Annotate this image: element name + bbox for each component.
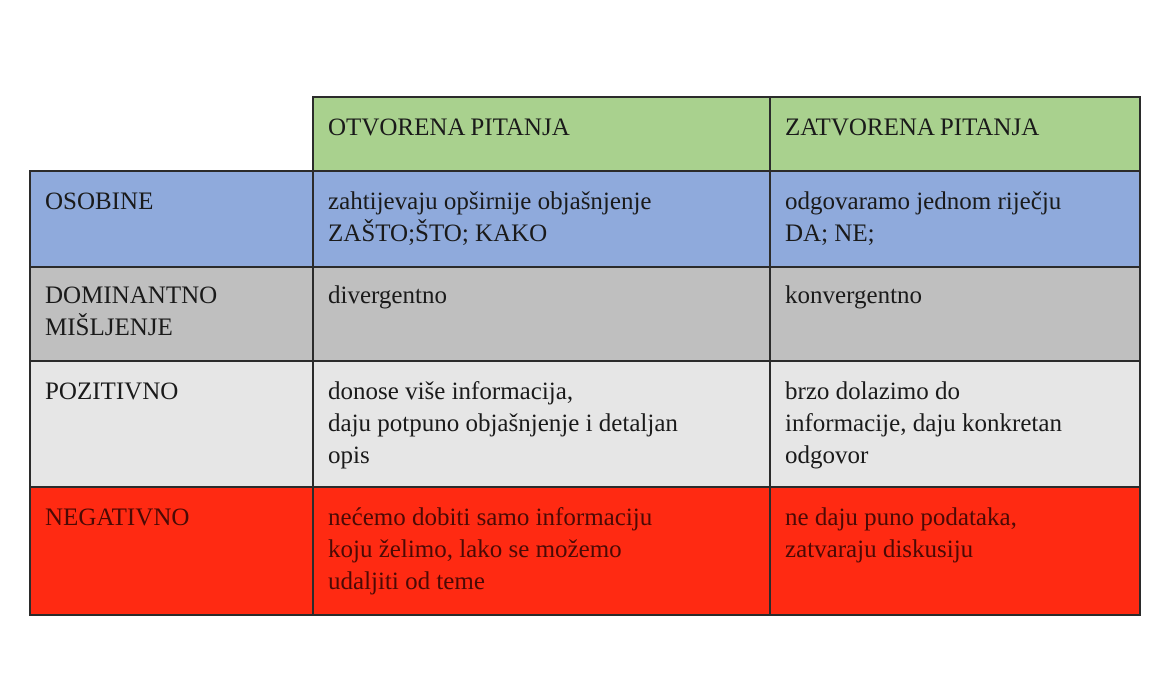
cell-dominantno-open: divergentno (313, 267, 770, 361)
cell-pozitivno-open: donose više informacija, daju potpuno objašnjenje i detaljan opis (313, 361, 770, 487)
corner-cell (30, 97, 313, 171)
header-open-questions: OTVORENA PITANJA (313, 97, 770, 171)
header-closed-questions: ZATVORENA PITANJA (770, 97, 1140, 171)
comparison-table (29, 96, 1141, 616)
row-label-dominantno: DOMINANTNO MIŠLJENJE (30, 267, 313, 361)
cell-dominantno-closed: konvergentno (770, 267, 1140, 361)
cell-pozitivno-closed: brzo dolazimo do informacije, daju konkretan odgovor (770, 361, 1140, 487)
row-label-osobine: OSOBINE (30, 171, 313, 267)
cell-osobine-closed: odgovaramo jednom riječju DA; NE; (770, 171, 1140, 267)
cell-osobine-open: zahtijevaju opširnije objašnjenje ZAŠTO;ŠTO; KAKO (313, 171, 770, 267)
table-row (30, 361, 1140, 487)
cell-negativno-open: nećemo dobiti samo informaciju koju želimo, lako se možemo udaljiti od teme (313, 487, 770, 615)
table-row (30, 267, 1140, 361)
row-label-negativno: NEGATIVNO (30, 487, 313, 615)
header-row (30, 97, 1140, 171)
cell-negativno-closed: ne daju puno podataka, zatvaraju diskusiju (770, 487, 1140, 615)
table-row (30, 487, 1140, 615)
row-label-pozitivno: POZITIVNO (30, 361, 313, 487)
table-row (30, 171, 1140, 267)
